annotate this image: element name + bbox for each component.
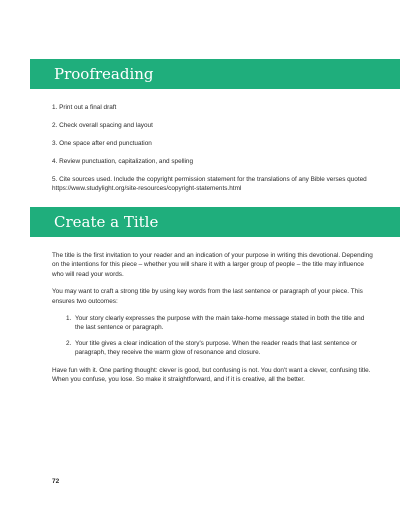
list-item: 5. Cite sources used. Include the copyright permission statement for the translations of any Bible verses quoted https://www.studylight.org/site-resources/copyright-statements.html [52, 176, 367, 192]
section-heading: Create a Title [54, 213, 159, 231]
outcome-text: Your story clearly expresses the purpose with the main take-home message stated in both the title and the last sentence or paragraph. [75, 315, 365, 332]
section-banner-create-title [30, 207, 400, 237]
outcome-item [66, 339, 374, 358]
list-item: 2. Check overall spacing and layout [52, 122, 153, 129]
create-title-body [52, 251, 374, 392]
paragraph: Have fun with it. One parting thought: clever is good, but confusing is not. You don't want a clever, confusing title. When you confuse, you lose. So make it straightforward, and if it is creative, all the better. [52, 366, 371, 384]
paragraph: You may want to craft a strong title by using key words from the last sentence or paragraph of your piece. This ensures two outcomes: [52, 288, 363, 305]
section-heading: Proofreading [54, 65, 154, 83]
outcome-item [66, 314, 374, 333]
list-item: 1. Print out a final draft [52, 104, 117, 111]
list-item: 4. Review punctuation, capitalization, and spelling [52, 158, 194, 165]
paragraph: The title is the first invitation to your reader and an indication of your purpose in writing this devotional. Depending on the intentions for this piece – whether you will share it with a larger group of people – the title may influence who will read your words. [52, 252, 373, 278]
proofreading-list [52, 103, 372, 193]
outcome-text: Your title gives a clear indication of the story's purpose. When the reader reads that last sentence or paragraph, they receive the warm glow of resonance and closure. [75, 339, 357, 357]
outcome-number: 1. [66, 315, 72, 323]
outcome-number: 2. [66, 339, 72, 347]
page-number: 72 [52, 478, 60, 485]
section-banner-proofreading [30, 59, 400, 89]
list-item: 3. One space after end punctuation [52, 140, 152, 147]
outcomes-list [52, 314, 374, 358]
